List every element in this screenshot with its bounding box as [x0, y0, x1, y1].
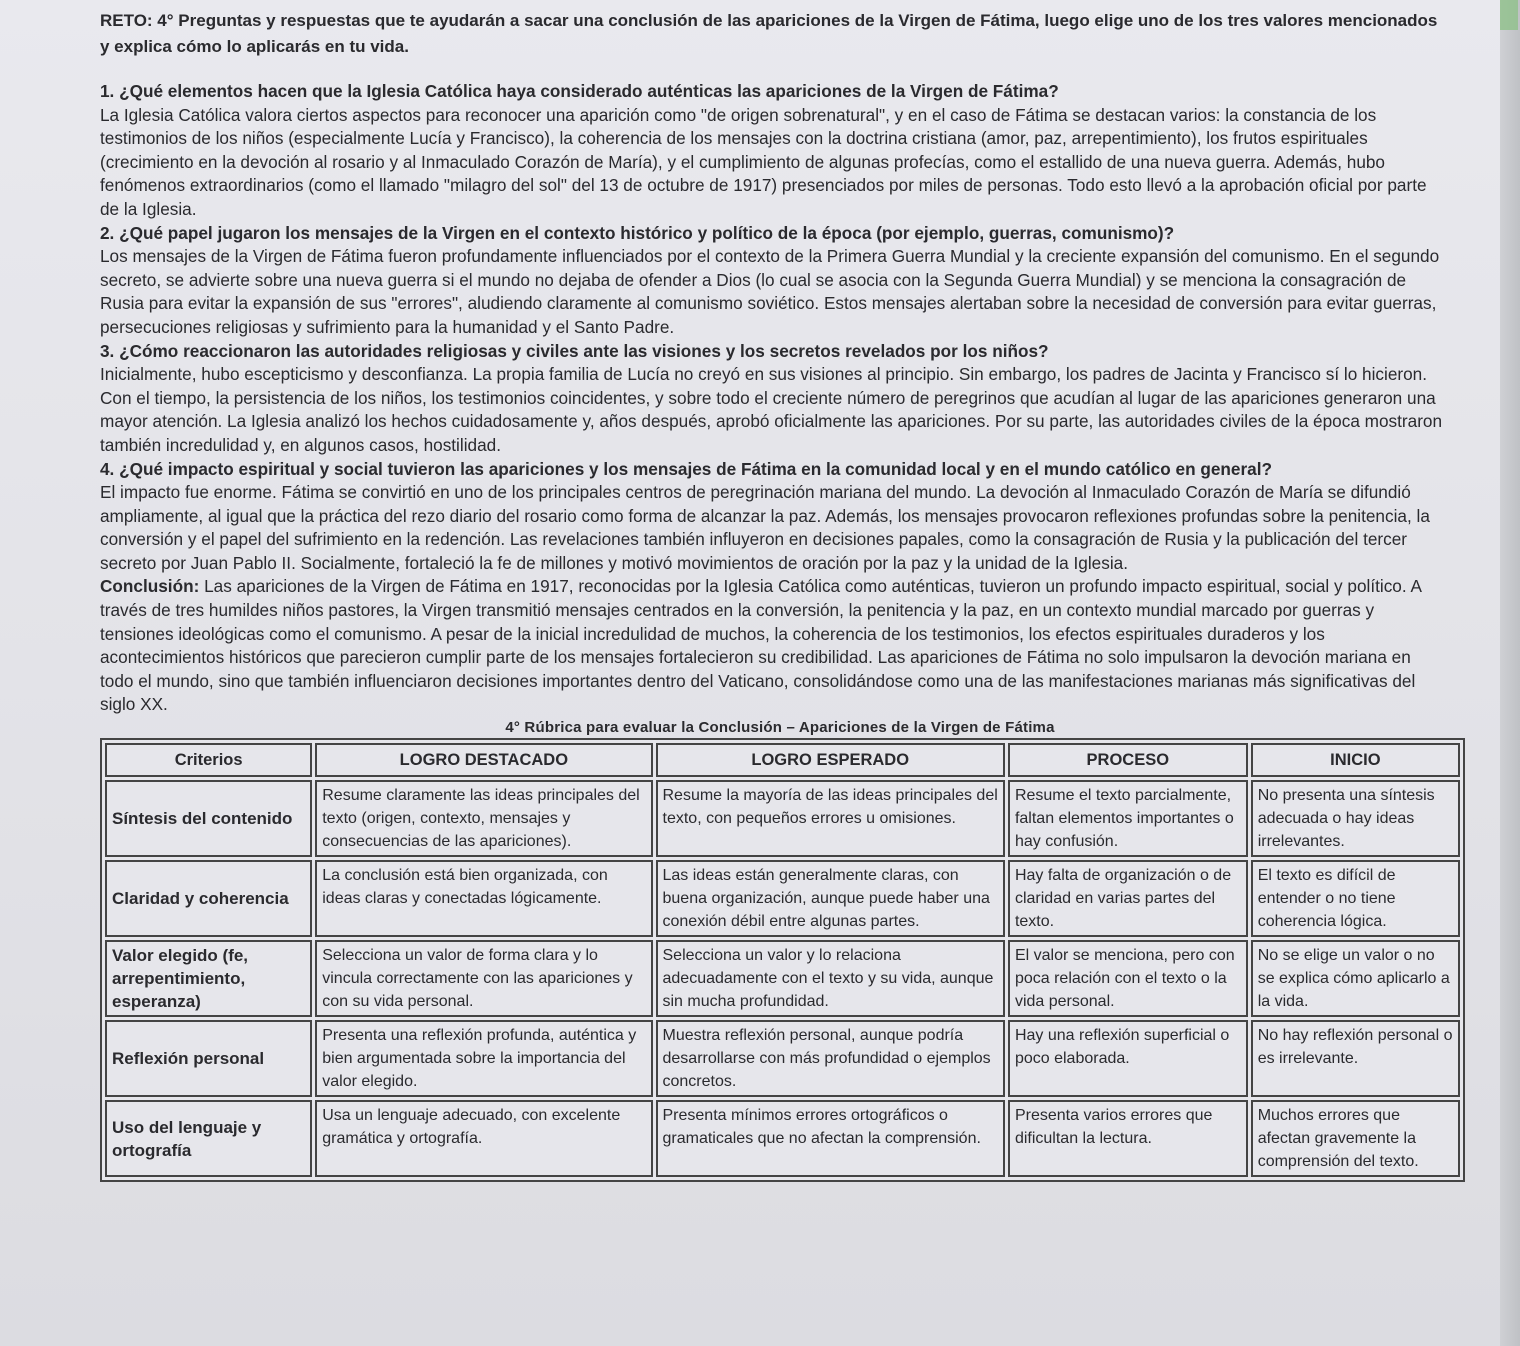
- criterion-cell: Claridad y coherencia: [105, 860, 312, 937]
- answer-2: Los mensajes de la Virgen de Fátima fueron profundamente influenciados por el contexto de la Primera Guerra Mundial y la creciente expansión del comunismo. En el segundo secreto, se advierte sobre una nueva guerra si el mundo no dejaba de ofender a Dios (lo cual se asocia con la Segunda Guerra Mundial) y se menciona la consagración de Rusia para evitar la expansión de sus "errores", aludiendo claramente al comunismo soviético. Estos mensajes alertaban sobre la necesidad de conversión para evitar guerras, persecuciones religiosas y sufrimiento para la humanidad y el Santo Padre.: [100, 246, 1440, 337]
- inicio-cell: No se elige un valor o no se explica cómo aplicarlo a la vida.: [1251, 940, 1460, 1017]
- question-1: 1. ¿Qué elementos hacen que la Iglesia Católica haya considerado auténticas las apariciones de la Virgen de Fátima?: [100, 81, 1059, 101]
- logro-esperado-cell: Muestra reflexión personal, aunque podría desarrollarse con más profundidad o ejemplos concretos.: [656, 1020, 1005, 1097]
- proceso-cell: Resume el texto parcialmente, faltan elementos importantes o hay confusión.: [1008, 780, 1248, 857]
- green-tape: [1500, 0, 1518, 30]
- inicio-cell: Muchos errores que afectan gravemente la comprensión del texto.: [1251, 1100, 1460, 1177]
- logro-destacado-cell: Usa un lenguaje adecuado, con excelente gramática y ortografía.: [315, 1100, 652, 1177]
- question-3: 3. ¿Cómo reaccionaron las autoridades religiosas y civiles ante las visiones y los secretos revelados por los niños?: [100, 340, 1049, 361]
- answer-4: El impacto fue enorme. Fátima se convirtió en uno de los principales centros de peregrinación mariana del mundo. La devoción al Inmaculado Corazón de María se difundió ampliamente, al igual que la práctica del rezo diario del rosario como forma de alcanzar la paz. Además, los mensajes provocaron reflexiones profundas sobre la penitencia, la conversión y el papel del sufrimiento en la redención. Las revelaciones también influyeron en decisiones papales, como la consagración de Rusia y la publicación del tercer secreto por Juan Pablo II. Socialmente, fortaleció la fe de millones y motivó movimientos de oración por la paz y la unidad de la Iglesia.: [100, 482, 1430, 573]
- criterion-cell: Valor elegido (fe, arrepentimiento, esperanza): [105, 940, 312, 1017]
- table-row: [105, 940, 1460, 1017]
- table-row: [105, 1100, 1460, 1177]
- question-2: 2. ¿Qué papel jugaron los mensajes de la Virgen en el contexto histórico y político de la época (por ejemplo, guerras, comunismo)?: [100, 222, 1175, 243]
- inicio-cell: No hay reflexión personal o es irrelevante.: [1251, 1020, 1460, 1097]
- logro-destacado-cell: Presenta una reflexión profunda, auténtica y bien argumentada sobre la importancia del valor elegido.: [315, 1020, 652, 1097]
- conclusion-text: Las apariciones de la Virgen de Fátima en 1917, reconocidas por la Iglesia Católica como auténticas, tuvieron un profundo impacto espiritual, social y político. A través de tres humildes niños pastores, la Virgen transmitió mensajes centrados en la conversión, la penitencia y la paz, en un contexto mundial marcado por guerras y tensiones ideológicas como el comunismo. A pesar de la inicial incredulidad de muchos, la coherencia de los testimonios, los efectos espirituales duraderos y los acontecimientos históricos que parecieron cumplir parte de los mensajes fortalecieron su credibilidad. Las apariciones de Fátima no solo impulsaron la devoción mariana en todo el mundo, sino que también influenciaron decisiones importantes dentro del Vaticano, consolidándose como una de las manifestaciones marianas más significativas del siglo XX.: [100, 576, 1421, 715]
- header-logro-esperado: LOGRO ESPERADO: [656, 743, 1005, 777]
- table-row: [105, 1020, 1460, 1097]
- table-row: [105, 860, 1460, 937]
- inicio-cell: El texto es difícil de entender o no tiene coherencia lógica.: [1251, 860, 1460, 937]
- rubric-title: 4° Rúbrica para evaluar la Conclusión – Apariciones de la Virgen de Fátima: [505, 719, 1055, 737]
- proceso-cell: Hay una reflexión superficial o poco elaborada.: [1008, 1020, 1248, 1097]
- conclusion-paragraph: [100, 575, 1445, 717]
- header-proceso: PROCESO: [1008, 743, 1248, 777]
- assignment-heading: [100, 8, 1445, 60]
- header-criterios: Criterios: [105, 743, 312, 777]
- logro-destacado-cell: Resume claramente las ideas principales del texto (origen, contexto, mensajes y consecuencias de las apariciones).: [315, 780, 652, 857]
- inicio-cell: No presenta una síntesis adecuada o hay ideas irrelevantes.: [1251, 780, 1460, 857]
- question-4: 4. ¿Qué impacto espiritual y social tuvieron las apariciones y los mensajes de Fátima en la comunidad local y en el mundo católico en general?: [100, 458, 1272, 479]
- rubric-table: [100, 738, 1465, 1182]
- answer-3: Inicialmente, hubo escepticismo y desconfianza. La propia familia de Lucía no creyó en sus visiones al principio. Sin embargo, los padres de Jacinta y Francisco sí lo hicieron. Con el tiempo, la persistencia de los niños, los testimonios coincidentes, y sobre todo el creciente número de peregrinos que acudían al lugar de las apariciones generaron una mayor atención. La Iglesia analizó los hechos cuidadosamente y, años después, aprobó oficialmente las apariciones. Por su parte, las autoridades civiles de la época mostraron también incredulidad y, en algunos casos, hostilidad.: [100, 364, 1443, 455]
- rubric-header-row: [105, 743, 1460, 777]
- assignment-instructions: Preguntas y respuestas que te ayudarán a sacar una conclusión de las apariciones de la Virgen de Fátima, luego elige uno de los tres valores mencionados y explica cómo lo aplicarás en tu vida.: [100, 11, 1438, 56]
- criterion-cell: Síntesis del contenido: [105, 780, 312, 857]
- criterion-cell: Uso del lenguaje y ortografía: [105, 1100, 312, 1177]
- logro-destacado-cell: Selecciona un valor de forma clara y lo vincula correctamente con las apariciones y con su vida personal.: [315, 940, 652, 1017]
- logro-destacado-cell: La conclusión está bien organizada, con ideas claras y conectadas lógicamente.: [315, 860, 652, 937]
- questions-section: [100, 80, 1445, 575]
- header-inicio: INICIO: [1251, 743, 1460, 777]
- proceso-cell: El valor se menciona, pero con poca relación con el texto o la vida personal.: [1008, 940, 1248, 1017]
- criterion-cell: Reflexión personal: [105, 1020, 312, 1097]
- logro-esperado-cell: Las ideas están generalmente claras, con buena organización, aunque puede haber una conexión débil entre algunas partes.: [656, 860, 1005, 937]
- logro-esperado-cell: Selecciona un valor y lo relaciona adecuadamente con el texto y su vida, aunque sin mucha profundidad.: [656, 940, 1005, 1017]
- proceso-cell: Hay falta de organización o de claridad en varias partes del texto.: [1008, 860, 1248, 937]
- logro-esperado-cell: Presenta mínimos errores ortográficos o gramaticales que no afectan la comprensión.: [656, 1100, 1005, 1177]
- header-logro-destacado: LOGRO DESTACADO: [315, 743, 652, 777]
- worksheet: [100, 8, 1453, 1182]
- conclusion-label: Conclusión:: [100, 576, 200, 597]
- logro-esperado-cell: Resume la mayoría de las ideas principales del texto, con pequeños errores u omisiones.: [656, 780, 1005, 857]
- assignment-label: RETO: 4°: [100, 11, 174, 30]
- table-row: [105, 780, 1460, 857]
- answer-1: La Iglesia Católica valora ciertos aspectos para reconocer una aparición como "de origen sobrenatural", y en el caso de Fátima se destacan varios: la constancia de los testimonios de los niños (especialmente Lucía y Francisco), la coherencia de los mensajes con la doctrina cristiana (amor, paz, arrepentimiento), los frutos espirituales (crecimiento en la devoción al rosario y al Inmaculado Corazón de María), y el cumplimiento de algunas profecías, como el estallido de una nueva guerra. Además, hubo fenómenos extraordinarios (como el llamado "milagro del sol" del 13 de octubre de 1917) presenciados por miles de personas. Todo esto llevó a la aprobación oficial por parte de la Iglesia.: [100, 104, 1427, 219]
- proceso-cell: Presenta varios errores que dificultan la lectura.: [1008, 1100, 1248, 1177]
- paper-edge: [1500, 0, 1520, 1346]
